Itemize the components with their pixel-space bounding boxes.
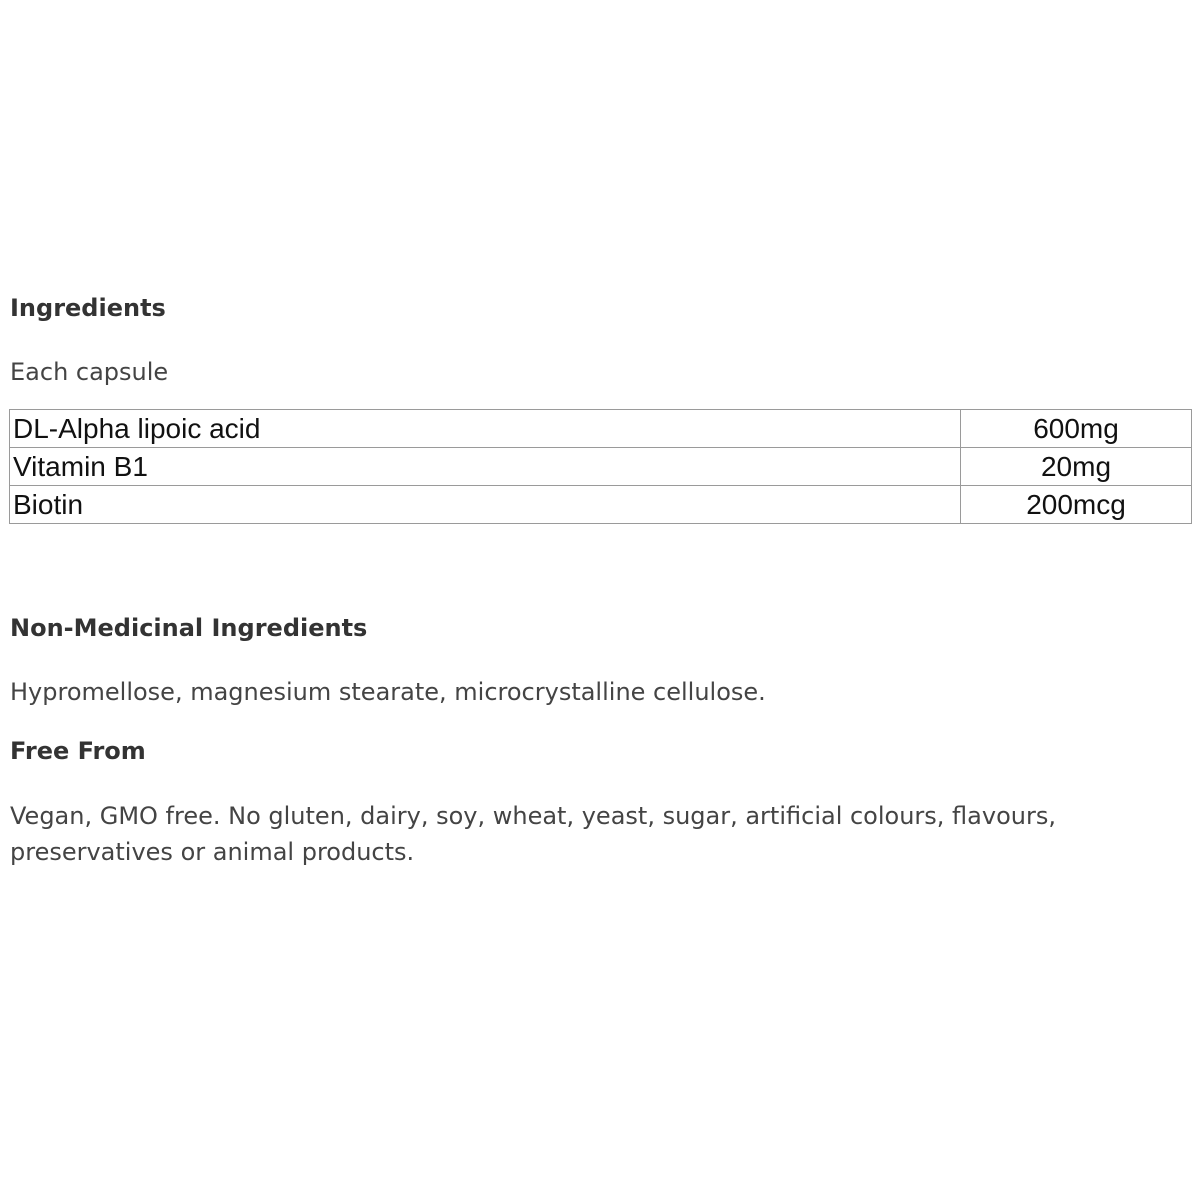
table-row (10, 448, 1192, 486)
ingredients-heading: Ingredients (10, 294, 166, 322)
non-medicinal-text: Hypromellose, magnesium stearate, microcrystalline cellulose. (10, 678, 766, 706)
ingredient-amount: 20mg (961, 448, 1192, 486)
ingredients-table (9, 409, 1192, 524)
serving-description: Each capsule (10, 358, 169, 386)
ingredient-name: Biotin (10, 486, 961, 524)
ingredient-name: Vitamin B1 (10, 448, 961, 486)
ingredient-amount: 200mcg (961, 486, 1192, 524)
free-from-heading: Free From (10, 737, 146, 765)
free-from-text: Vegan, GMO free. No gluten, dairy, soy, wheat, yeast, sugar, artificial colours, flavours, preservatives or animal products. (10, 802, 1056, 866)
non-medicinal-heading: Non-Medicinal Ingredients (10, 614, 368, 642)
ingredient-amount: 600mg (961, 410, 1192, 448)
table-row (10, 410, 1192, 448)
ingredient-name: DL-Alpha lipoic acid (10, 410, 961, 448)
table-row (10, 486, 1192, 524)
